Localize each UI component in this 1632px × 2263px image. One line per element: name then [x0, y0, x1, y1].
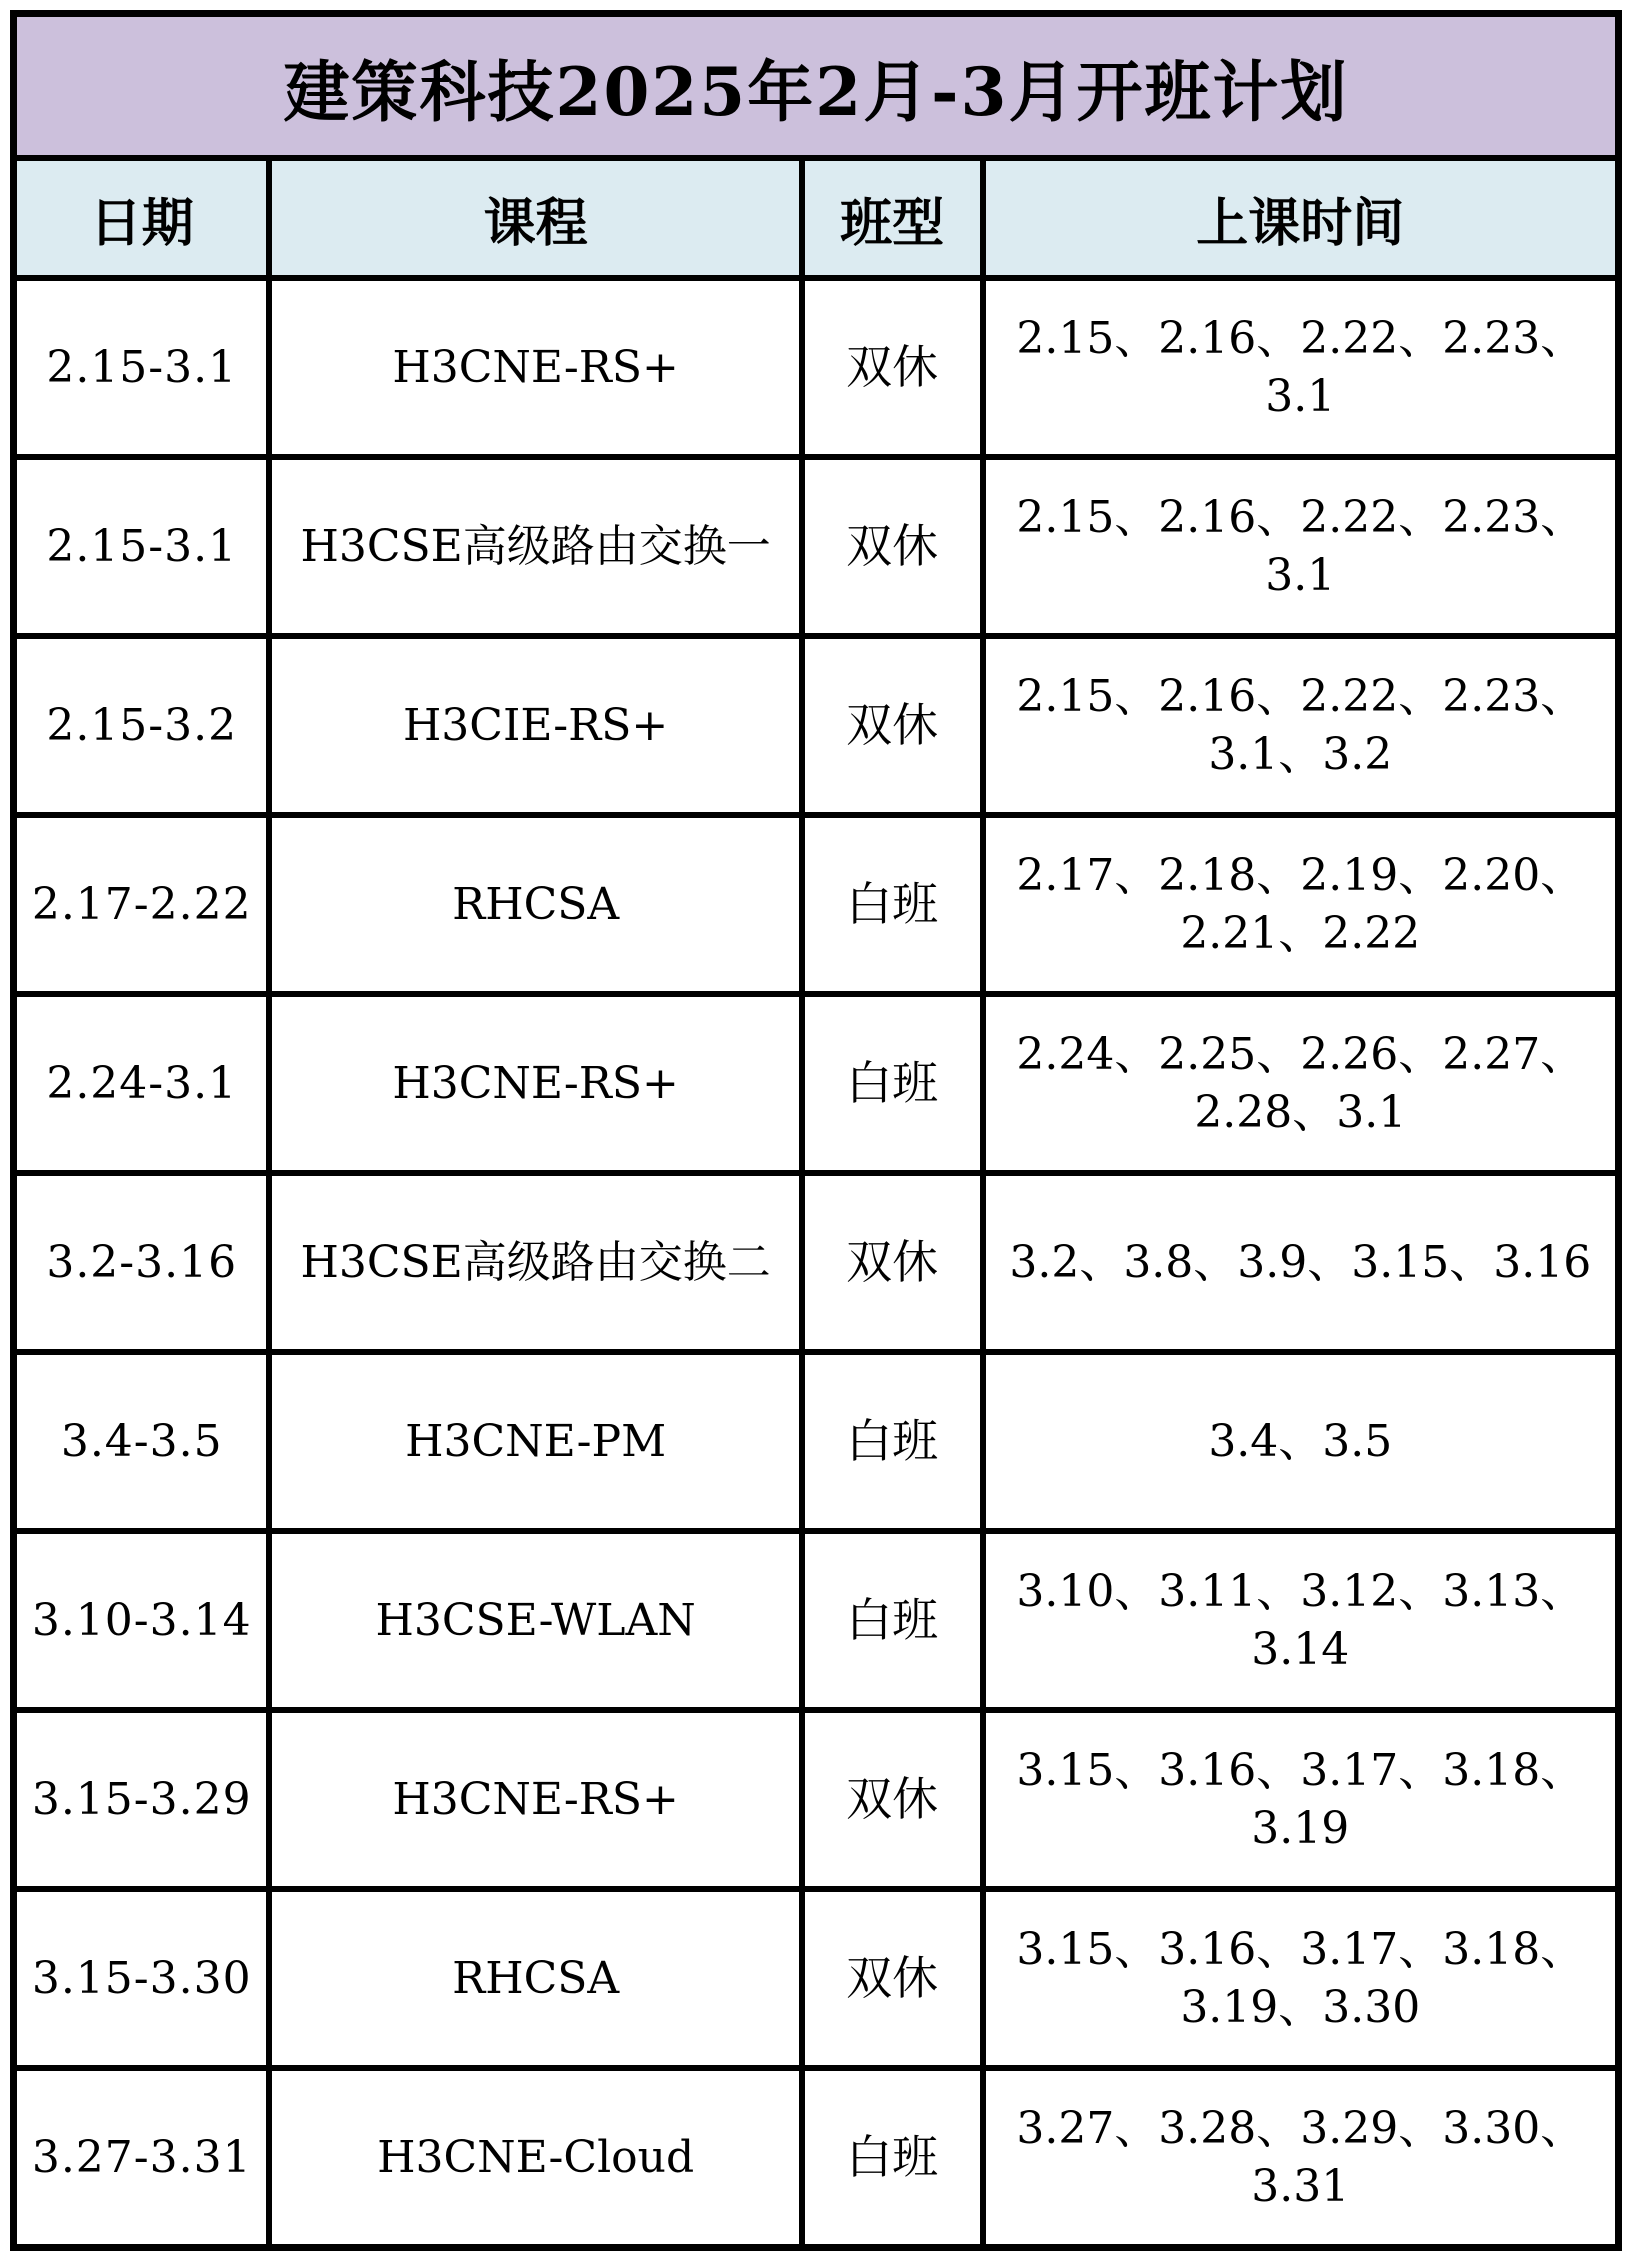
column-header-class-type: 班型: [802, 158, 983, 278]
column-header-times: 上课时间: [983, 158, 1619, 278]
cell-date: 3.10-3.14: [14, 1531, 270, 1710]
cell-course: RHCSA: [269, 1889, 801, 2068]
table-row: [14, 994, 1619, 1173]
cell-date: 3.4-3.5: [14, 1352, 270, 1531]
cell-times: 3.15、3.16、3.17、3.18、3.19、3.30: [983, 1889, 1619, 2068]
cell-date: 2.17-2.22: [14, 815, 270, 994]
cell-course: H3CNE-RS+: [269, 1710, 801, 1889]
cell-class-type: 白班: [802, 1531, 983, 1710]
cell-times: 3.10、3.11、3.12、3.13、3.14: [983, 1531, 1619, 1710]
cell-date: 3.15-3.29: [14, 1710, 270, 1889]
cell-class-type: 白班: [802, 815, 983, 994]
schedule-table: [10, 10, 1622, 2251]
cell-class-type: 双休: [802, 1710, 983, 1889]
cell-class-type: 白班: [802, 994, 983, 1173]
cell-date: 3.15-3.30: [14, 1889, 270, 2068]
table-row: [14, 1531, 1619, 1710]
column-header-date: 日期: [14, 158, 270, 278]
cell-course: H3CNE-RS+: [269, 278, 801, 457]
cell-course: H3CNE-Cloud: [269, 2068, 801, 2248]
cell-class-type: 双休: [802, 636, 983, 815]
table-row: [14, 1173, 1619, 1352]
cell-times: 3.15、3.16、3.17、3.18、3.19: [983, 1710, 1619, 1889]
table-row: [14, 2068, 1619, 2248]
cell-course: H3CNE-RS+: [269, 994, 801, 1173]
schedule-body: [14, 278, 1619, 2248]
cell-course: H3CNE-PM: [269, 1352, 801, 1531]
cell-class-type: 白班: [802, 2068, 983, 2248]
cell-date: 2.15-3.1: [14, 457, 270, 636]
cell-times: 2.15、2.16、2.22、2.23、3.1: [983, 278, 1619, 457]
cell-course: H3CSE高级路由交换二: [269, 1173, 801, 1352]
cell-times: 3.27、3.28、3.29、3.30、3.31: [983, 2068, 1619, 2248]
table-row: [14, 1710, 1619, 1889]
table-row: [14, 1889, 1619, 2068]
cell-date: 3.2-3.16: [14, 1173, 270, 1352]
cell-times: 2.15、2.16、2.22、2.23、3.1、3.2: [983, 636, 1619, 815]
cell-date: 2.15-3.1: [14, 278, 270, 457]
cell-times: 2.17、2.18、2.19、2.20、2.21、2.22: [983, 815, 1619, 994]
table-row: [14, 1352, 1619, 1531]
cell-times: 3.2、3.8、3.9、3.15、3.16: [983, 1173, 1619, 1352]
cell-times: 3.4、3.5: [983, 1352, 1619, 1531]
table-row: [14, 278, 1619, 457]
cell-times: 2.24、2.25、2.26、2.27、2.28、3.1: [983, 994, 1619, 1173]
cell-course: H3CSE-WLAN: [269, 1531, 801, 1710]
cell-course: RHCSA: [269, 815, 801, 994]
page-title: 建策科技2025年2月-3月开班计划: [14, 14, 1619, 159]
table-row: [14, 457, 1619, 636]
cell-class-type: 双休: [802, 278, 983, 457]
cell-course: H3CIE-RS+: [269, 636, 801, 815]
cell-date: 2.24-3.1: [14, 994, 270, 1173]
column-header-course: 课程: [269, 158, 801, 278]
cell-date: 2.15-3.2: [14, 636, 270, 815]
table-row: [14, 636, 1619, 815]
cell-course: H3CSE高级路由交换一: [269, 457, 801, 636]
cell-class-type: 白班: [802, 1352, 983, 1531]
cell-times: 2.15、2.16、2.22、2.23、3.1: [983, 457, 1619, 636]
table-row: [14, 815, 1619, 994]
cell-date: 3.27-3.31: [14, 2068, 270, 2248]
table-header-row: [14, 158, 1619, 278]
title-row: [14, 14, 1619, 159]
cell-class-type: 双休: [802, 457, 983, 636]
cell-class-type: 双休: [802, 1173, 983, 1352]
cell-class-type: 双休: [802, 1889, 983, 2068]
